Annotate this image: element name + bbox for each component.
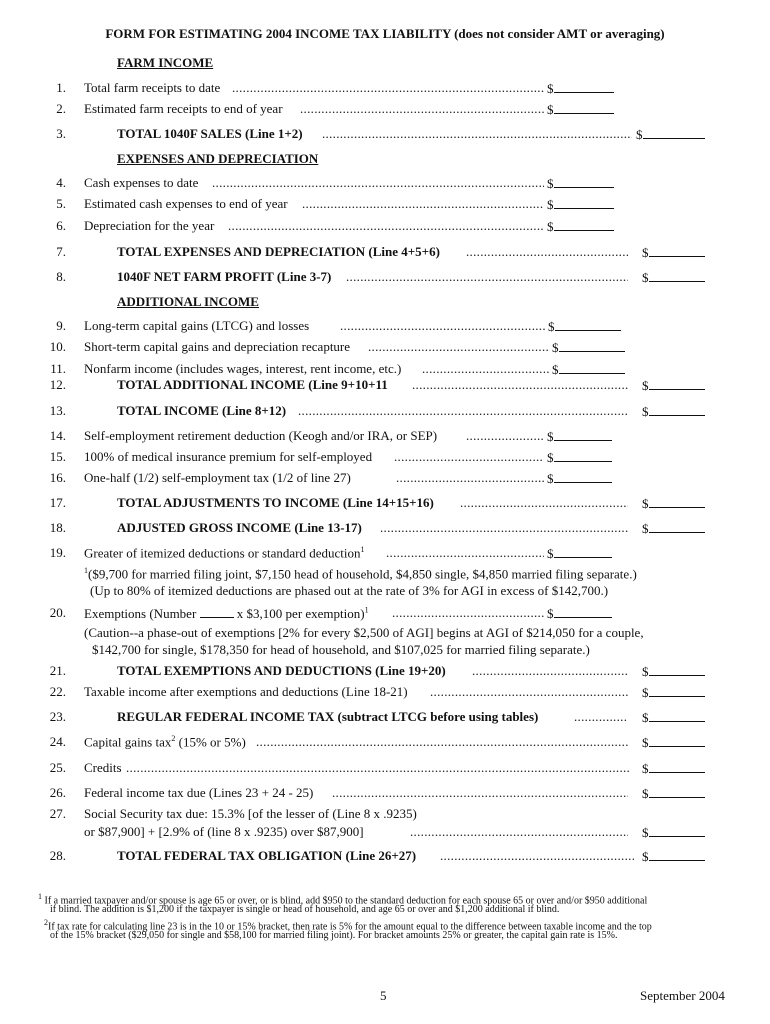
amount-field[interactable]: $ bbox=[552, 361, 625, 378]
leader-dots bbox=[460, 495, 628, 511]
section-farm-income: FARM INCOME bbox=[117, 55, 214, 70]
line-number: 28. bbox=[49, 848, 66, 863]
leader-dots bbox=[472, 663, 628, 679]
line-label: TOTAL EXEMPTIONS AND DEDUCTIONS (Line 19+20) bbox=[117, 663, 446, 678]
line-label: TOTAL ADDITIONAL INCOME (Line 9+10+11 bbox=[117, 377, 388, 392]
line-12 bbox=[0, 377, 770, 395]
line-number: 22. bbox=[49, 684, 66, 699]
line-number: 25. bbox=[49, 760, 66, 775]
line-number: 19. bbox=[49, 545, 66, 560]
footnote-2-cont: of the 15% bracket ($29,050 for single and $58,100 for married filing joint). For bracket amounts 25% or greater, the capital gain rate is 15%. bbox=[50, 930, 618, 941]
line-17 bbox=[0, 495, 770, 513]
leader-dots bbox=[386, 545, 544, 561]
line-label: Depreciation for the year bbox=[84, 218, 215, 233]
line-label: Social Security tax due: 15.3% [of the lesser of (Line 8 x .9235) bbox=[84, 806, 417, 821]
line-24 bbox=[0, 734, 770, 752]
line-label: Greater of itemized deductions or standard deduction$^1$ bbox=[84, 545, 365, 561]
line-number: 7. bbox=[56, 244, 66, 259]
line-number: 8. bbox=[56, 269, 66, 284]
amount-field[interactable]: $ bbox=[642, 709, 705, 726]
line-26 bbox=[0, 785, 770, 803]
amount-field[interactable]: $ bbox=[642, 244, 705, 261]
amount-field[interactable]: $ bbox=[547, 470, 612, 487]
amount-field[interactable]: $ bbox=[642, 684, 705, 701]
line-label: Total farm receipts to date bbox=[84, 80, 221, 95]
line-label: TOTAL FEDERAL TAX OBLIGATION (Line 26+27) bbox=[117, 848, 417, 863]
line-2 bbox=[0, 101, 770, 119]
line-number: 11. bbox=[50, 361, 66, 376]
amount-field[interactable]: $ bbox=[642, 734, 705, 751]
line-number: 1. bbox=[56, 80, 66, 95]
line-number: 23. bbox=[49, 709, 66, 724]
leader-dots bbox=[228, 218, 544, 234]
leader-dots bbox=[368, 339, 550, 355]
leader-dots bbox=[380, 520, 628, 536]
leader-dots bbox=[422, 361, 550, 377]
line-label: Credits bbox=[84, 760, 122, 775]
section-expenses: EXPENSES AND DEPRECIATION bbox=[117, 151, 319, 166]
line-9 bbox=[0, 318, 770, 336]
amount-field[interactable]: $ bbox=[642, 824, 705, 841]
line-label: or $87,900] + [2.9% of (line 8 x .9235) over $87,900] bbox=[84, 824, 364, 839]
amount-field[interactable]: $ bbox=[642, 520, 705, 537]
line-number: 5. bbox=[56, 196, 66, 211]
note-20a: (Caution--a phase-out of exemptions [2% for every $2,500 of AGI] begins at AGI of $214,050 for a couple, bbox=[84, 625, 644, 640]
amount-field[interactable]: $ bbox=[642, 495, 705, 512]
amount-field[interactable]: $ bbox=[547, 196, 614, 213]
amount-field[interactable]: $ bbox=[547, 545, 612, 562]
line-label: Taxable income after exemptions and deductions (Line 18-21) bbox=[84, 684, 408, 699]
line-number: 13. bbox=[49, 403, 66, 418]
leader-dots bbox=[574, 709, 628, 725]
note-19b: (Up to 80% of itemized deductions are phased out at the rate of 3% for AGI in excess of $142,700.) bbox=[90, 583, 609, 598]
line-10 bbox=[0, 339, 770, 357]
leader-dots bbox=[410, 824, 628, 840]
section-additional-income: ADDITIONAL INCOME bbox=[117, 294, 259, 309]
footer-date: September 2004 bbox=[640, 988, 725, 1003]
line-number: 15. bbox=[49, 449, 66, 464]
amount-field[interactable]: $ bbox=[642, 403, 705, 420]
amount-field[interactable]: $ bbox=[547, 428, 612, 445]
amount-field[interactable]: $ bbox=[547, 449, 612, 466]
line-label: ADJUSTED GROSS INCOME (Line 13-17) bbox=[117, 520, 362, 535]
note-20b: $142,700 for single, $178,350 for head of household, and $107,025 for married filing separate.) bbox=[92, 642, 590, 657]
line-number: 4. bbox=[56, 175, 66, 190]
line-25 bbox=[0, 760, 770, 778]
line-label: Cash expenses to date bbox=[84, 175, 199, 190]
amount-field[interactable]: $ bbox=[547, 101, 614, 118]
line-number: 24. bbox=[49, 734, 66, 749]
footnote-2: $^2$If tax rate for calculating line 23 is in the 10 or 15% bracket, then rate is 5% for the amount equal to the difference between taxable income and the top bbox=[44, 918, 652, 933]
line-number: 6. bbox=[56, 218, 66, 233]
footnote-1-cont: if blind. The addition is $1,200 if the taxpayer is single or head of household, and age 65 or over and $1,200 additional if blind. bbox=[50, 904, 560, 915]
line-number: 27. bbox=[49, 806, 66, 821]
line-number: 14. bbox=[49, 428, 66, 443]
leader-dots bbox=[232, 80, 544, 96]
leader-dots bbox=[332, 785, 628, 801]
note-19a: $^1$($9,700 for married filing joint, $7,150 head of household, $4,850 single, $4,850 married filing separate.) bbox=[84, 566, 637, 582]
line-number: 21. bbox=[49, 663, 66, 678]
leader-dots bbox=[466, 244, 628, 260]
leader-dots bbox=[346, 269, 628, 285]
line-number: 12. bbox=[49, 377, 66, 392]
line-label: Long-term capital gains (LTCG) and losses bbox=[84, 318, 310, 333]
leader-dots bbox=[394, 449, 544, 465]
line-label: Federal income tax due (Lines 23 + 24 - 25) bbox=[84, 785, 314, 800]
amount-field[interactable]: $ bbox=[547, 175, 614, 192]
leader-dots bbox=[302, 196, 544, 212]
amount-field[interactable]: $ bbox=[642, 377, 705, 394]
line-21 bbox=[0, 663, 770, 681]
line-number: 20. bbox=[49, 605, 66, 620]
line-label: One-half (1/2) self-employment tax (1/2 of line 27) bbox=[84, 470, 351, 485]
amount-field[interactable]: $ bbox=[552, 339, 625, 356]
line-label: Short-term capital gains and depreciation recapture bbox=[84, 339, 351, 354]
line-label: Self-employment retirement deduction (Keogh and/or IRA, or SEP) bbox=[84, 428, 438, 443]
leader-dots bbox=[392, 605, 544, 621]
line-number: 2. bbox=[56, 101, 66, 116]
amount-field[interactable]: $ bbox=[642, 848, 705, 865]
leader-dots bbox=[300, 101, 544, 117]
line-8 bbox=[0, 269, 770, 287]
amount-field[interactable]: $ bbox=[547, 80, 614, 97]
line-16 bbox=[0, 470, 770, 488]
leader-dots bbox=[430, 684, 628, 700]
leader-dots bbox=[466, 428, 544, 444]
leader-dots bbox=[340, 318, 546, 334]
leader-dots bbox=[412, 377, 628, 393]
line-13 bbox=[0, 403, 770, 421]
line-28 bbox=[0, 848, 770, 866]
form-title: FORM FOR ESTIMATING 2004 INCOME TAX LIABILITY (does not consider AMT or averaging) bbox=[105, 26, 665, 41]
leader-dots bbox=[126, 760, 630, 776]
line-22 bbox=[0, 684, 770, 702]
line-label: TOTAL EXPENSES AND DEPRECIATION (Line 4+5+6) bbox=[117, 244, 440, 259]
page-number: 5 bbox=[380, 988, 387, 1003]
line-number: 18. bbox=[49, 520, 66, 535]
leader-dots bbox=[256, 734, 628, 750]
line-20 bbox=[0, 605, 770, 623]
line-label: Estimated farm receipts to end of year bbox=[84, 101, 283, 116]
line-27-continued bbox=[0, 824, 770, 842]
footnote-1: $^1$ If a married taxpayer and/or spouse is age 65 or over, or is blind, add $950 to the standard deduction for each spouse 65 or over and/or $950 additional bbox=[38, 892, 648, 907]
amount-field[interactable]: $ bbox=[547, 605, 612, 622]
line-number: 16. bbox=[49, 470, 66, 485]
line-label: Nonfarm income (includes wages, interest, rent income, etc.) bbox=[84, 361, 402, 376]
line-3 bbox=[0, 126, 770, 144]
amount-field[interactable]: $ bbox=[642, 663, 705, 680]
leader-dots bbox=[212, 175, 544, 191]
line-label: TOTAL 1040F SALES (Line 1+2) bbox=[117, 126, 303, 141]
line-label: Capital gains tax$^2$ (15% or 5%) bbox=[84, 734, 246, 750]
leader-dots bbox=[322, 126, 632, 142]
line-4 bbox=[0, 175, 770, 193]
line-14 bbox=[0, 428, 770, 446]
line-label: Estimated cash expenses to end of year bbox=[84, 196, 288, 211]
line-5 bbox=[0, 196, 770, 214]
line-number: 26. bbox=[49, 785, 66, 800]
amount-field[interactable]: $ bbox=[547, 218, 614, 235]
line-number: 9. bbox=[56, 318, 66, 333]
line-label: 100% of medical insurance premium for self-employed bbox=[84, 449, 373, 464]
line-number: 17. bbox=[49, 495, 66, 510]
line-label: Exemptions (Number x $3,100 per exemption)$^1$ bbox=[84, 605, 369, 621]
line-label: REGULAR FEDERAL INCOME TAX (subtract LTCG before using tables) bbox=[117, 709, 539, 724]
line-number: 3. bbox=[56, 126, 66, 141]
amount-field[interactable]: $ bbox=[642, 760, 705, 777]
line-23 bbox=[0, 709, 770, 727]
line-1 bbox=[0, 80, 770, 98]
leader-dots bbox=[396, 470, 544, 486]
line-label: TOTAL INCOME (Line 8+12) bbox=[117, 403, 287, 418]
amount-field[interactable]: $ bbox=[636, 126, 705, 143]
line-number: 10. bbox=[49, 339, 66, 354]
amount-field[interactable]: $ bbox=[548, 318, 621, 335]
line-label: 1040F NET FARM PROFIT (Line 3-7) bbox=[117, 269, 332, 284]
line-27 bbox=[0, 806, 770, 824]
line-19 bbox=[0, 545, 770, 563]
amount-field[interactable]: $ bbox=[642, 269, 705, 286]
line-label: TOTAL ADJUSTMENTS TO INCOME (Line 14+15+16) bbox=[117, 495, 434, 510]
amount-field[interactable]: $ bbox=[642, 785, 705, 802]
leader-dots bbox=[298, 403, 628, 419]
line-15 bbox=[0, 449, 770, 467]
line-6 bbox=[0, 218, 770, 236]
line-18 bbox=[0, 520, 770, 538]
leader-dots bbox=[440, 848, 634, 864]
line-7 bbox=[0, 244, 770, 262]
